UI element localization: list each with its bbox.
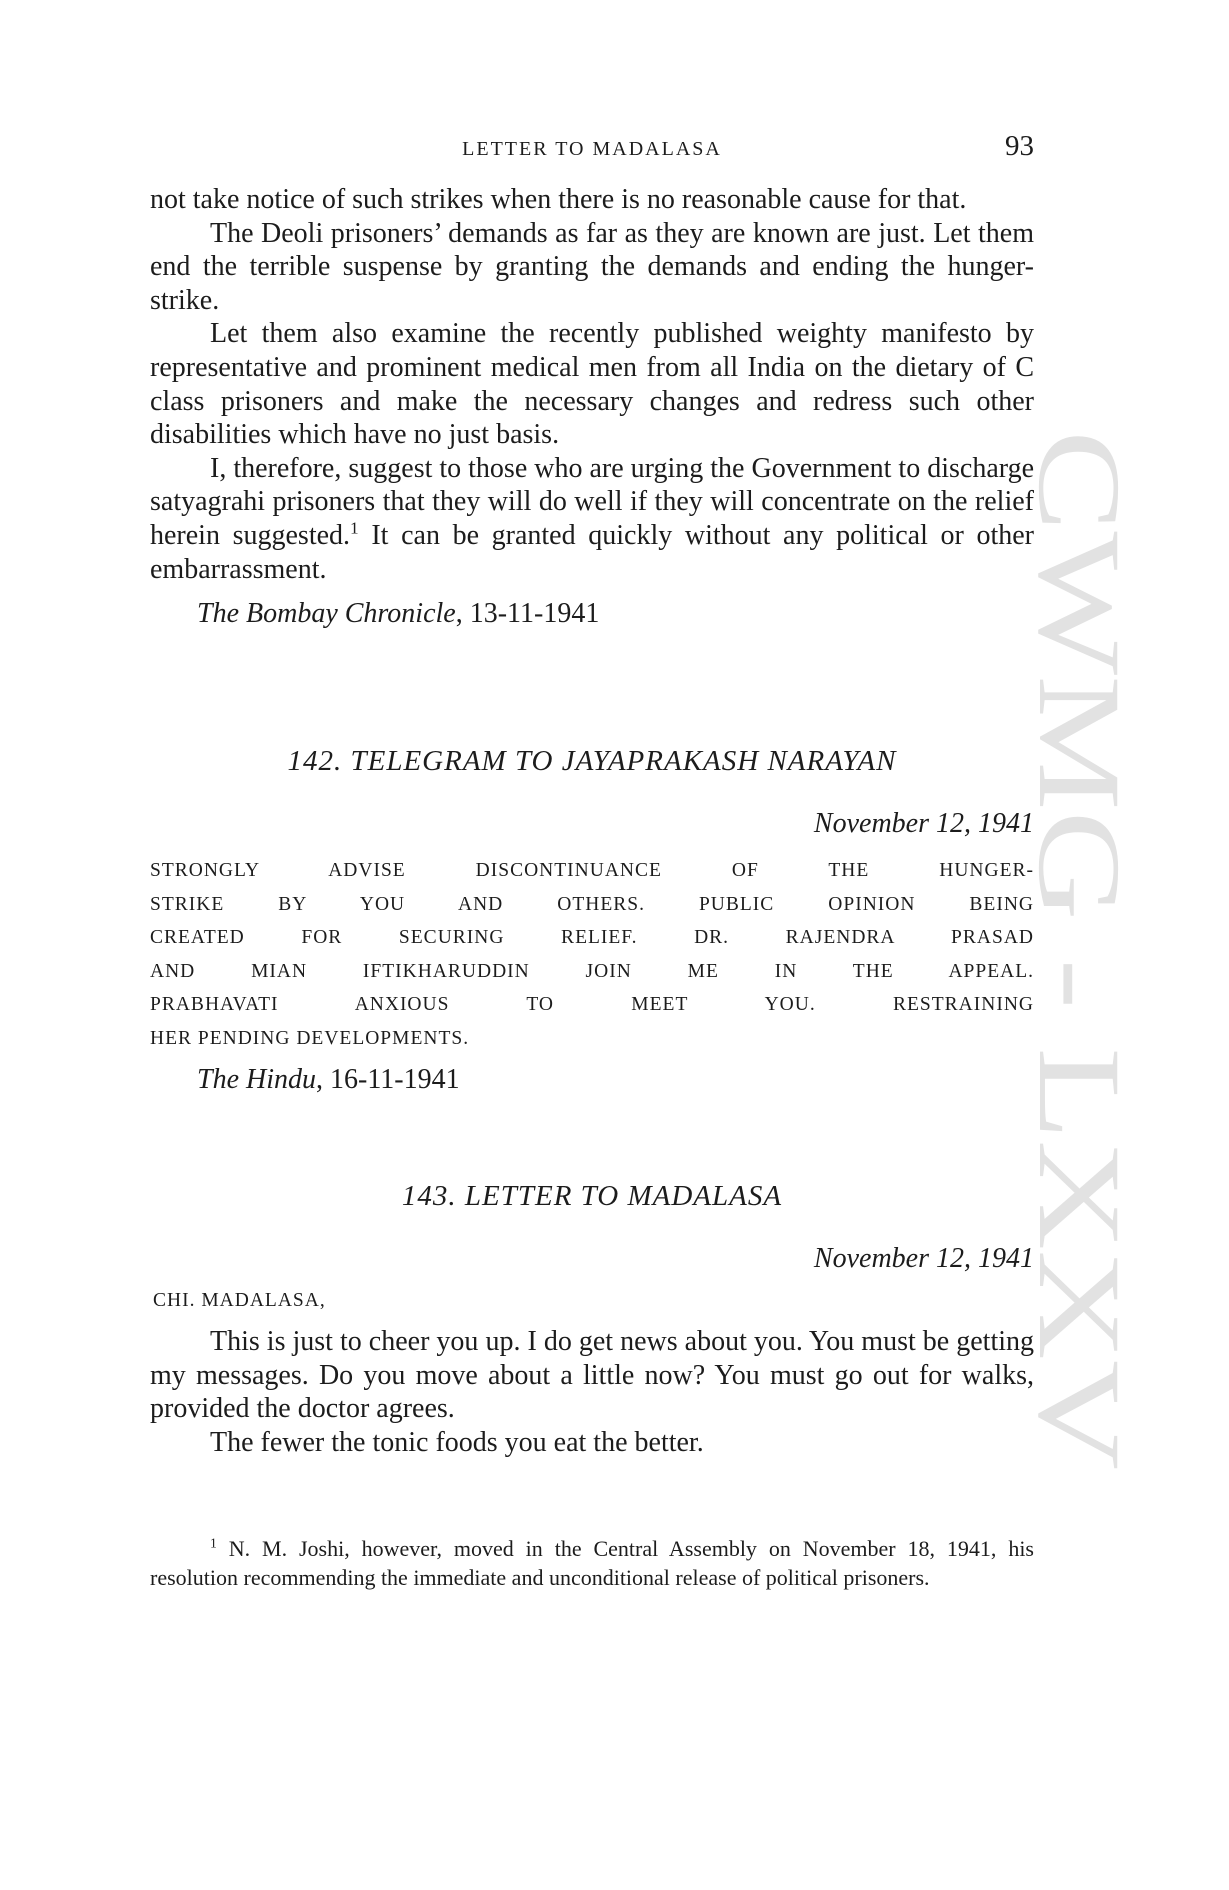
footnote-text — [150, 1534, 1034, 1592]
telegram-text — [150, 854, 1034, 1055]
telegram-line: HER PENDING DEVELOPMENTS. — [150, 1027, 470, 1049]
source-citation — [150, 1064, 460, 1096]
watermark — [1014, 430, 1145, 1470]
telegram-line: STRIKE BY YOU AND OTHERS. PUBLIC OPINION BEING — [150, 893, 1034, 915]
source-title: The Hindu — [197, 1064, 316, 1095]
item-heading-142: 142. TELEGRAM TO JAYAPRAKASH NARAYAN — [287, 745, 897, 777]
telegram-line: PRABHAVATI ANXIOUS TO MEET YOU. RESTRAINING — [150, 994, 1034, 1015]
intro-text — [150, 183, 1034, 630]
footnote-body: N. M. Joshi, however, moved in the Central Assembly on November 18, 1941, his resolution recommending the immediate and unconditional release of political prisoners. — [150, 1536, 1034, 1590]
source-citation — [150, 598, 1034, 630]
paragraph-text: It can be granted quickly without any political or other embarrassment. — [150, 519, 1034, 585]
running-head — [150, 130, 1034, 168]
telegram-line: CREATED FOR SECURING RELIEF. DR. RAJENDRA PRASAD — [150, 927, 1034, 948]
watermark-graphic — [1014, 430, 1145, 1470]
paragraph: The Deoli prisoners’ demands as far as they are known are just. Let them end the terrible suspense by granting the demands and ending the hunger-strike. — [150, 217, 1034, 316]
paragraph: Let them also examine the recently published weighty manifesto by representative and prominent medical men from all India on the dietary of C class prisoners and make the necessary changes and redress such other disabilities which have no just basis. — [150, 318, 1034, 451]
paragraph: The fewer the tonic foods you eat the better. — [210, 1426, 704, 1458]
paragraph: This is just to cheer you up. I do get news about you. You must be getting my messages. Do you move about a little now? You must go out for walks, provided the doctor agrees. — [150, 1326, 1034, 1425]
page-number: 93 — [1005, 130, 1034, 162]
item-heading-143: 143. LETTER TO MADALASA — [401, 1180, 783, 1212]
item-date: November 12, 1941 — [813, 808, 1034, 839]
footnote — [150, 1534, 1034, 1592]
telegram-line: AND MIAN IFTIKHARUDDIN JOIN ME IN THE APPEAL. — [150, 960, 1034, 982]
letter-body — [150, 1325, 1034, 1459]
watermark-text: CWMG - LXXV — [1014, 430, 1145, 1237]
telegram-line: STRONGLY ADVISE DISCONTINUANCE OF THE HUNGER- — [150, 860, 1034, 881]
item-date: November 12, 1941 — [813, 1243, 1034, 1274]
source-date: , 13-11-1941 — [455, 598, 600, 630]
source-title: The Bombay Chronicle — [197, 598, 456, 630]
running-title: LETTER TO MADALASA — [462, 138, 722, 160]
salutation: CHI. MADALASA, — [153, 1290, 326, 1311]
footnote-reference: 1 — [350, 518, 359, 538]
footnote-marker: 1 — [210, 1535, 217, 1551]
paragraph: not take notice of such strikes when there is no reasonable cause for that. — [150, 184, 967, 215]
source-date: , 16-11-1941 — [316, 1064, 460, 1095]
paragraph — [150, 452, 1034, 586]
paragraph-text: I, therefore, suggest to those who are urging the Government to discharge satyagrahi prisoners that they will do well if they will concentrate on the relief herein suggested. — [150, 452, 1034, 551]
